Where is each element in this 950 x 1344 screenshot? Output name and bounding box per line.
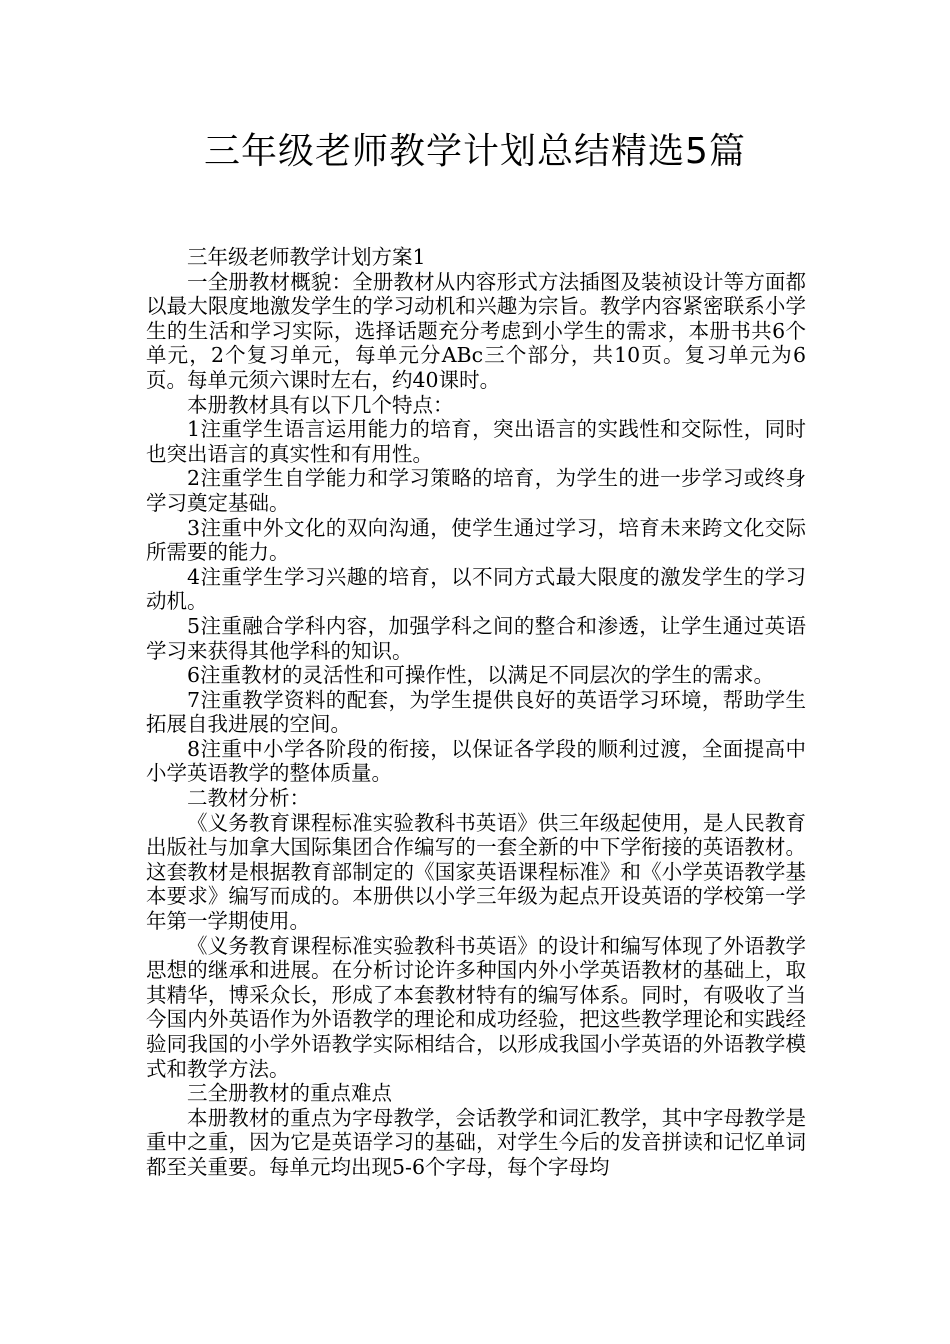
list-item: 3注重中外文化的双向沟通，使学生通过学习，培育未来跨文化交际所需要的能力。 [146,515,806,565]
document-title: 三年级老师教学计划总结精选5篇 [204,131,746,172]
document-body [146,245,806,1180]
body-paragraph: 一全册教材概貌：全册教材从内容形式方法插图及装祯设计等方面都以最大限度地激发学生的学习动机和兴趣为宗旨。教学内容紧密联系小学生的生活和学习实际，选择话题充分考虑到小学生的需求，本册书共6个单元，2个复习单元，每单元分ABc三个部分，共10页。复习单元为6页。每单元须六课时左右，约40课时。 [146,269,806,392]
list-item: 5注重融合学科内容，加强学科之间的整合和渗透，让学生通过英语学习来获得其他学科的知识。 [146,613,806,663]
list-item: 6注重教材的灵活性和可操作性，以满足不同层次的学生的需求。 [187,663,775,688]
body-paragraph: 本册教材具有以下几个特点： [187,392,454,417]
body-paragraph: 本册教材的重点为字母教学，会话教学和词汇教学，其中字母教学是重中之重，因为它是英语学习的基础，对学生今后的发音拼读和记忆单词都至关重要。每单元均出现5-6个字母，每个字母均 [146,1105,806,1179]
list-item: 7注重教学资料的配套，为学生提供良好的英语学习环境，帮助学生拓展自我进展的空间。 [146,687,806,737]
list-item: 8注重中小学各阶段的衔接，以保证各学段的顺利过渡，全面提高中小学英语教学的整体质量。 [146,736,806,786]
section-heading: 三年级老师教学计划方案1 [187,245,426,269]
list-item: 1注重学生语言运用能力的培育，突出语言的实践性和交际性，同时也突出语言的真实性和有用性。 [146,417,806,466]
list-item: 4注重学生学习兴趣的培育，以不同方式最大限度的激发学生的学习动机。 [146,564,806,614]
section-heading: 三全册教材的重点难点 [187,1081,392,1106]
body-paragraph: 《义务教育课程标准实验教科书英语》供三年级起使用，是人民教育出版社与加拿大国际集团合作编写的一套全新的中下学衔接的英语教材。这套教材是根据教育部制定的《国家英语课程标准》和《小学英语教学基本要求》编写而成的。本册供以小学三年级为起点开设英语的学校第一学年第一学期使用。 [146,810,806,934]
list-item: 2注重学生自学能力和学习策略的培育，为学生的进一步学习或终身学习奠定基础。 [146,466,806,515]
section-heading: 二教材分析： [187,786,310,811]
body-paragraph: 《义务教育课程标准实验教科书英语》的设计和编写体现了外语教学思想的继承和进展。在分析讨论许多种国内外小学英语教材的基础上，取其精华，博采众长，形成了本套教材特有的编写体系。同时，有吸收了当今国内外英语作为外语教学的理论和成功经验，把这些教学理论和实践经验同我国的小学外语教学实际相结合，以形成我国小学英语的外语教学模式和教学方法。 [146,933,806,1081]
